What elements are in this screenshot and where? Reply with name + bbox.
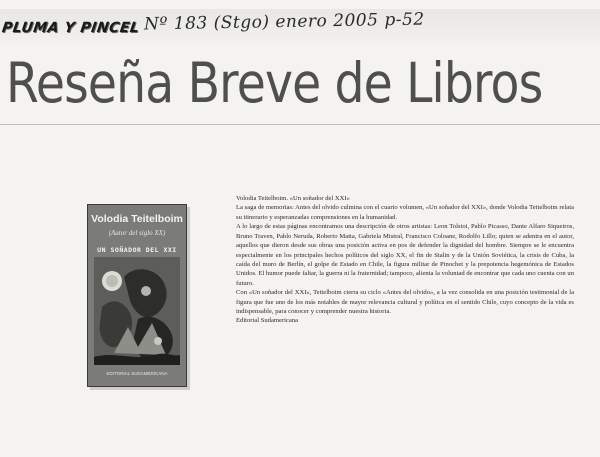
cover-illustration	[94, 257, 180, 365]
review-paragraph-3: Con «Un soñador del XXI», Teitelboim cierra su ciclo «Antes del olvido», a la vez consolida en una posición testimonial de la figura que fue uno de los más notables de mayor relevancia cultural y política en el sentido Chile, cuyo concepto de la vida es indispensable, para conocer y comprender nuestra historia.	[236, 289, 574, 316]
title-divider	[0, 124, 600, 125]
cover-publisher: EDITORIAL SUDAMERICANA	[106, 371, 168, 376]
cover-author: Volodia Teitelboim	[91, 213, 183, 225]
section-title: Reseña Breve de Libros	[6, 51, 543, 115]
publisher-credit: Editorial Sudamericana	[236, 317, 299, 325]
handwritten-issue-note: Nº 183 (Stgo) enero 2005 p-52	[143, 9, 425, 35]
review-paragraph-2: A lo largo de estas páginas encontramos una descripción de otros artistas: Leon Tolstoi, Pablo Picasso, Dante Alfaro Siqueiros, Bruno Traven, Pablo Neruda, Roberto Matta, Gabriela Mistral, Francisco Coloane, Rodolfo Lillo; quien se adentra en el autor, aquellos que dieron desde sus obras una posición activa en pos de defender la dignidad del hombre. Siempre se le encuentra especialmente en los principales hechos políticos del siglo XX, el fin de Stalin y de la Unión Soviética, la crisis de Cuba, la caída del muro de Berlín, el golpe de Estado en Chile, la figura militar de Pinochet y la prepotencia hegemónica de Estados Unidos. El humor puede faltar, la guerra ni la fraternidad; tampoco, alienta la voluntad de encontrar que cada uno cuenta con un futuro.	[236, 223, 574, 287]
cover-book-title: UN SOÑADOR DEL XXI	[97, 246, 177, 254]
book-cover-image	[87, 204, 187, 387]
cover-subtitle: (Autor del siglo XX)	[108, 229, 166, 237]
magazine-logo: PLUMA Y PINCEL	[0, 20, 141, 36]
masthead	[0, 0, 600, 44]
review-text	[236, 194, 574, 326]
review-paragraph-1: La saga de memorias: Antes del olvido culmina con el cuarto volumen, «Un soñador del XXI», donde Volodia Teitelboim relata su itinerario y esperanzadas comprensiones en la humanidad.	[236, 204, 574, 221]
review-heading: Volodia Teitelboim. «Un soñador del XXI»	[236, 195, 350, 202]
